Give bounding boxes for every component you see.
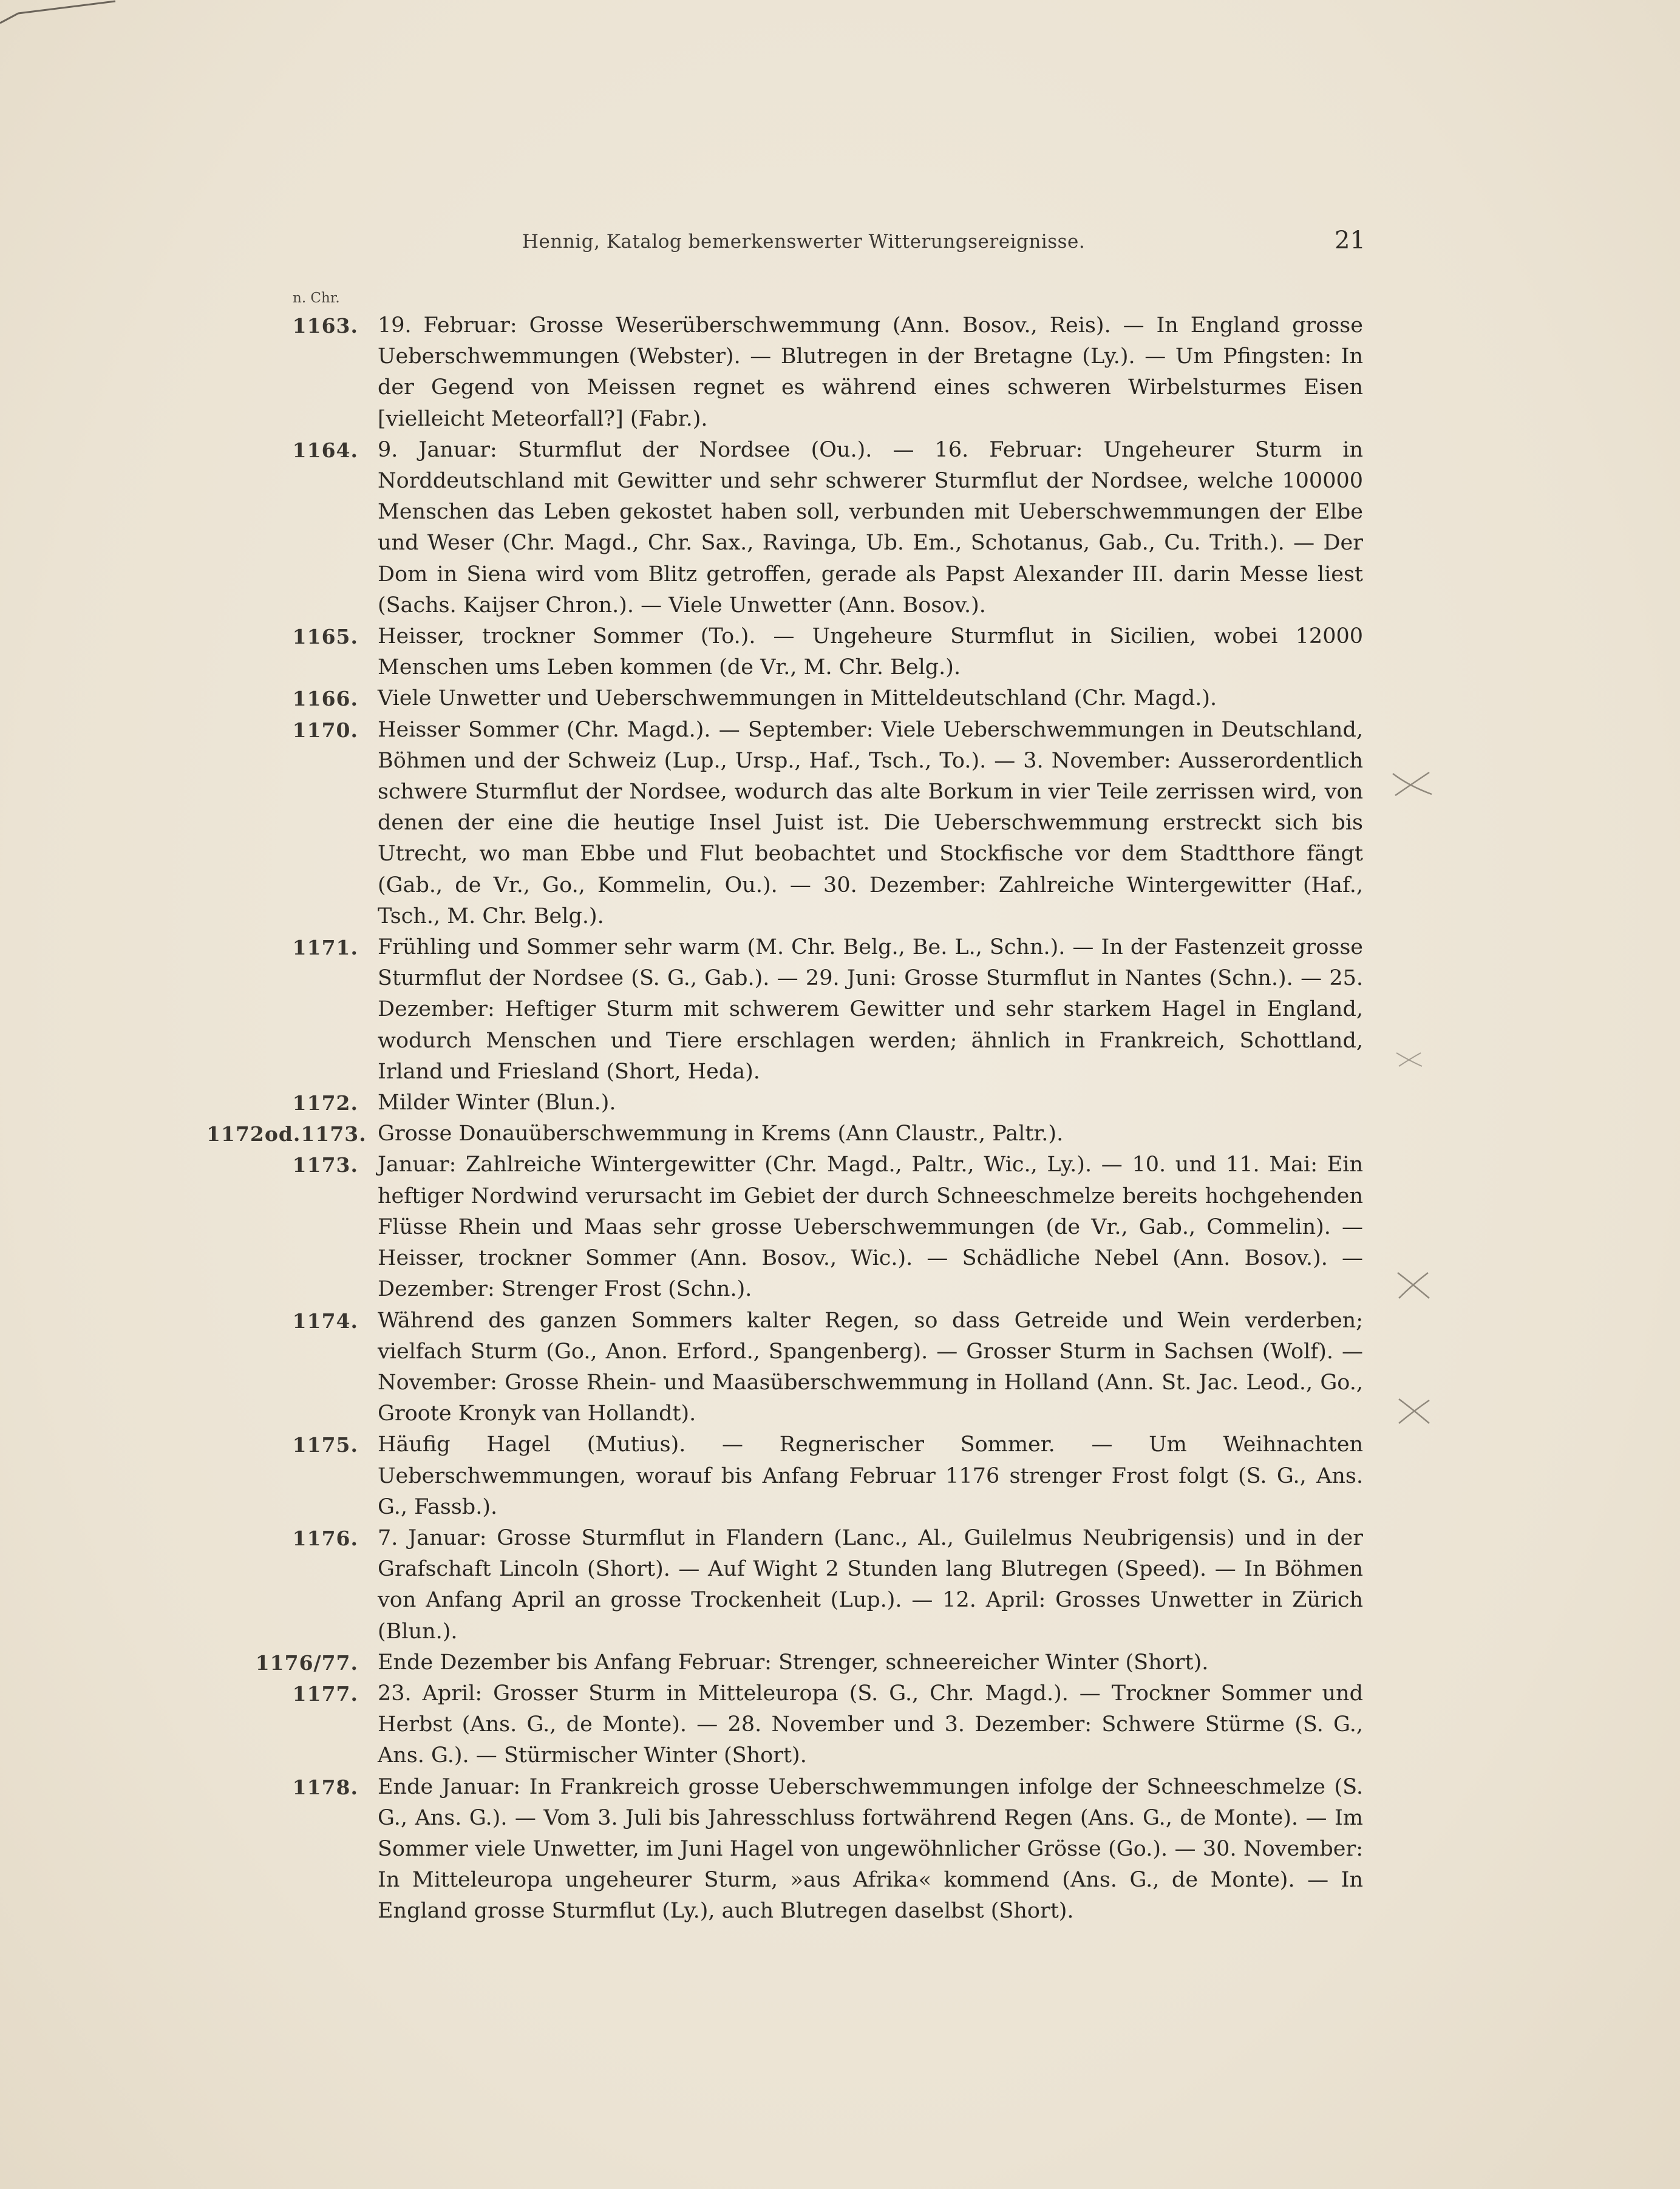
- entry-year: 1173.: [292, 1153, 358, 1177]
- entry-1174: [206, 1306, 1363, 1430]
- entry-1172: [206, 1088, 1363, 1118]
- entry-1166: [206, 683, 1363, 714]
- entry-year: 1172.: [292, 1091, 358, 1115]
- entry-text: Grosse Donauüberschwemmung in Krems (Ann Claustr., Paltr.).: [378, 1122, 1064, 1146]
- entry-1175: [206, 1429, 1363, 1523]
- catalog-entries: [206, 310, 1363, 1927]
- entry-1165: [206, 621, 1363, 683]
- entry-year: 1176.: [292, 1526, 358, 1550]
- entry-1173: [206, 1149, 1363, 1305]
- entry-text: Heisser, trockner Sommer (To.). — Ungeheure Sturmflut in Sicilien, wobei 12000 Menschen ums Leben kommen (de Vr., M. Chr. Belg.).: [378, 624, 1363, 680]
- entry-1177: [206, 1678, 1363, 1772]
- entry-1172-1173: [206, 1118, 1363, 1149]
- entry-year: 1175.: [292, 1433, 358, 1457]
- entry-year: 1178.: [292, 1775, 358, 1799]
- entry-year: 1164.: [292, 438, 358, 462]
- entry-text: Viele Unwetter und Ueberschwemmungen in Mitteldeutschland (Chr. Magd.).: [378, 686, 1217, 711]
- entry-1171: [206, 932, 1363, 1088]
- margin-cross-mark: [1396, 1397, 1432, 1426]
- entry-text: 23. April: Grosser Sturm in Mitteleuropa (S. G., Chr. Magd.). — Trockner Sommer und Herbst (Ans. G., de Monte). — 28. November und 3. Dezember: Schwere Stürme (S. G., Ans. G.). — Stürmischer Winter (Short).: [378, 1681, 1363, 1768]
- entry-1176: [206, 1523, 1363, 1647]
- entry-year: 1166.: [292, 687, 358, 711]
- page-number: 21: [1335, 226, 1365, 254]
- corner-tear-mark: [0, 0, 121, 24]
- entry-year: 1174.: [292, 1309, 358, 1333]
- entry-text: Ende Januar: In Frankreich grosse Ueberschwemmungen infolge der Schneeschmelze (S. G., Ans. G.). — Vom 3. Juli bis Jahresschluss fortwährend Regen (Ans. G., de Monte). — Im Sommer viele Unwetter, im Juni Hagel von ungewöhnlicher Grösse (Go.). — 30. November: In Mitteleuropa ungeheurer Sturm, »aus Afrika« kommend (Ans. G., de Monte). — In England grosse Sturmflut (Ly.), auch Blutregen daselbst (Short).: [378, 1774, 1363, 1924]
- margin-cross-mark: [1395, 1270, 1432, 1301]
- entry-year: 1171.: [292, 936, 358, 960]
- entry-text: 9. Januar: Sturmflut der Nordsee (Ou.). — 16. Februar: Ungeheurer Sturm in Norddeutschland mit Gewitter und sehr schwerer Sturmflut der Nordsee, welche 100000 Menschen das Leben gekostet haben soll, verbunden mit Ueberschwemmungen der Elbe und Weser (Chr. Magd., Chr. Sax., Ravinga, Ub. Em., Schotanus, Gab., Cu. Trith.). — Der Dom in Siena wird vom Blitz getroffen, gerade als Papst Alexander III. darin Messe liest (Sachs. Kaijser Chron.). — Viele Unwetter (Ann. Bosov.).: [378, 437, 1363, 618]
- margin-cross-mark: [1390, 770, 1434, 799]
- entry-text: Januar: Zahlreiche Wintergewitter (Chr. Magd., Paltr., Wic., Ly.). — 10. und 11. Mai: Ein heftiger Nordwind verursacht im Gebiet der durch Schneeschmelze bereits hochgehenden Flüsse Rhein und Maas sehr grosse Ueberschwemmungen (de Vr., Gab., Commelin). — Heisser, trockner Sommer (Ann. Bosov., Wic.). — Schädliche Nebel (Ann. Bosov.). — Dezember: Strenger Frost (Schn.).: [378, 1152, 1363, 1302]
- entry-text: Während des ganzen Sommers kalter Regen, so dass Getreide und Wein verderben; vielfach Sturm (Go., Anon. Erford., Spangenberg). — Grosser Sturm in Sachsen (Wolf). — November: Grosse Rhein- und Maasüberschwemmung in Holland (Ann. St. Jac. Leod., Go., Groote Kronyk van Hollandt).: [378, 1308, 1363, 1426]
- entry-year: 1170.: [292, 718, 358, 742]
- entry-text: 7. Januar: Grosse Sturmflut in Flandern (Lanc., Al., Guilelmus Neubrigensis) und in der Grafschaft Lincoln (Short). — Auf Wight 2 Stunden lang Blutregen (Speed). — In Böhmen von Anfang April an grosse Trockenheit (Lup.). — 12. April: Grosses Unwetter in Zürich (Blun.).: [378, 1525, 1363, 1644]
- entry-1163: [206, 310, 1363, 435]
- entry-1170: [206, 715, 1363, 932]
- margin-cross-mark: [1395, 1050, 1424, 1069]
- entry-year: 1177.: [292, 1681, 358, 1706]
- entry-1178: [206, 1772, 1363, 1927]
- entry-text: Häufig Hagel (Mutius). — Regnerischer Sommer. — Um Weihnachten Ueberschwemmungen, worauf bis Anfang Februar 1176 strenger Frost folgt (S. G., Ans. G., Fassb.).: [378, 1432, 1363, 1519]
- entry-year: 1165.: [292, 625, 358, 649]
- entry-text: Milder Winter (Blun.).: [378, 1091, 616, 1115]
- entry-1164: [206, 435, 1363, 621]
- entry-year: 1176/77.: [255, 1650, 358, 1675]
- entry-text: Heisser Sommer (Chr. Magd.). — September: Viele Ueberschwemmungen in Deutschland, Böhmen und der Schweiz (Lup., Ursp., Haf., Tsch., To.). — 3. November: Ausserordentlich schwere Sturmflut der Nordsee, wodurch das alte Borkum in vier Teile zerrissen wird, von denen der eine die heutige Insel Juist ist. Die Ueberschwemmung erstreckt sich bis Utrecht, wo man Ebbe und Flut beobachtet und Stockfische vor dem Stadtthore fängt (Gab., de Vr., Go., Kommelin, Ou.). — 30. Dezember: Zahlreiche Wintergewitter (Haf., Tsch., M. Chr. Belg.).: [378, 717, 1363, 928]
- entry-year: 1172od.1173.: [206, 1122, 367, 1146]
- running-head: Hennig, Katalog bemerkenswerter Witterungsereignisse.: [522, 231, 1086, 253]
- era-label: n. Chr.: [293, 290, 340, 306]
- entry-year: 1163.: [292, 314, 358, 338]
- entry-text: 19. Februar: Grosse Weserüberschwemmung (Ann. Bosov., Reis). — In England grosse Ueberschwemmungen (Webster). — Blutregen in der Bretagne (Ly.). — Um Pfingsten: In der Gegend von Meissen regnet es während eines schweren Wirbelsturmes Eisen [vielleicht Meteorfall?] (Fabr.).: [378, 313, 1363, 431]
- entry-text: Frühling und Sommer sehr warm (M. Chr. Belg., Be. L., Schn.). — In der Fastenzeit grosse Sturmflut der Nordsee (S. G., Gab.). — 29. Juni: Grosse Sturmflut in Nantes (Schn.). — 25. Dezember: Heftiger Sturm mit schwerem Gewitter und sehr starkem Hagel in England, wodurch Menschen und Tiere erschlagen werden; ähnlich in Frankreich, Schottland, Irland und Friesland (Short, Heda).: [378, 935, 1363, 1084]
- entry-text: Ende Dezember bis Anfang Februar: Strenger, schneereicher Winter (Short).: [378, 1650, 1209, 1675]
- entry-1176-77: [206, 1647, 1363, 1678]
